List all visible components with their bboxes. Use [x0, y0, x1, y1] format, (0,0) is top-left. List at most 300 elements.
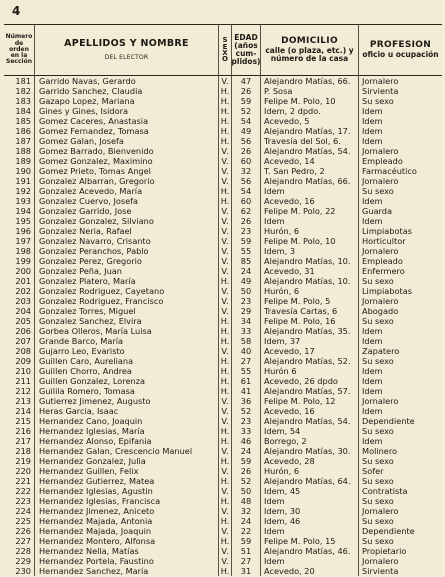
row-number: 203: [15, 296, 31, 306]
elector-address: Felipe M. Polo, 10: [260, 96, 358, 106]
elector-address: Alejandro Matías, 57.: [260, 386, 358, 396]
elector-profession: Idem: [358, 136, 442, 146]
elector-age: 50: [231, 486, 260, 496]
elector-profession: Su sexo: [358, 316, 442, 326]
elector-name: Gonzalez Albarran, Gregorio: [34, 176, 218, 186]
elector-name: Gujarro Leo, Evaristo: [34, 346, 218, 356]
row-number: 209: [15, 356, 31, 366]
elector-name: Hernandez Cano, Joaquin: [34, 416, 218, 426]
elector-address: Idem, 37: [260, 336, 358, 346]
row-number: 205: [15, 316, 31, 326]
elector-sex: H.: [218, 136, 231, 146]
elector-address: Acevedo, 28: [260, 456, 358, 466]
elector-sex: H.: [218, 326, 231, 336]
row-number: 187: [15, 136, 31, 146]
row-number: 219: [15, 456, 31, 466]
elector-age: 85: [231, 256, 260, 266]
row-number: 208: [15, 346, 31, 356]
row-number: 224: [15, 506, 31, 516]
elector-sex: H.: [218, 516, 231, 526]
elector-address: Borrego, 2: [260, 436, 358, 446]
elector-profession: Su sexo: [358, 476, 442, 486]
row-number: 218: [15, 446, 31, 456]
electoral-roll-table: [4, 24, 442, 576]
elector-sex: V.: [218, 206, 231, 216]
elector-age: 27: [231, 356, 260, 366]
elector-sex: V.: [218, 406, 231, 416]
elector-age: 36: [231, 396, 260, 406]
elector-address: Acevedo, 5: [260, 116, 358, 126]
header-edad-line: plidos): [231, 56, 261, 66]
elector-sex: H.: [218, 196, 231, 206]
elector-name: Hernandez Sanchez, María: [34, 566, 218, 576]
elector-sex: H.: [218, 96, 231, 106]
row-number: 228: [15, 546, 31, 556]
elector-age: 52: [231, 476, 260, 486]
elector-name: Gonzalez Rodriguez, Francisco: [34, 296, 218, 306]
elector-name: Hernandez Guillen, Felix: [34, 466, 218, 476]
elector-name: Gonzalez Acevedo, María: [34, 186, 218, 196]
header-name-sub: DEL ELECTOR: [104, 53, 149, 61]
elector-age: 33: [231, 326, 260, 336]
elector-sex: V.: [218, 156, 231, 166]
elector-profession: Sirvienta: [358, 566, 442, 576]
elector-age: 26: [231, 216, 260, 226]
elector-age: 51: [231, 546, 260, 556]
elector-age: 49: [231, 126, 260, 136]
header-sexo: [218, 24, 231, 76]
elector-profession: Propietario: [358, 546, 442, 556]
elector-address: Alejandro Matías, 66.: [260, 76, 358, 86]
elector-address: Alejandro Matías, 10.: [260, 276, 358, 286]
elector-profession: Sofer: [358, 466, 442, 476]
elector-age: 49: [231, 276, 260, 286]
page-number: 4: [12, 4, 21, 18]
elector-profession: Idem: [358, 376, 442, 386]
elector-name: Hernandez Montero, Alfonsa: [34, 536, 218, 546]
elector-address: Acevedo, 31: [260, 266, 358, 276]
elector-sex: V.: [218, 526, 231, 536]
elector-name: Guillen Gonzalez, Lorenza: [34, 376, 218, 386]
row-number: 182: [15, 86, 31, 96]
header-domicilio-title: DOMICILIO: [281, 36, 338, 47]
elector-sex: H.: [218, 356, 231, 366]
elector-sex: H.: [218, 116, 231, 126]
elector-profession: Su sexo: [358, 516, 442, 526]
elector-profession: Idem: [358, 126, 442, 136]
row-number: 188: [15, 146, 31, 156]
elector-address: P. Sosa: [260, 86, 358, 96]
elector-profession: Su sexo: [358, 96, 442, 106]
elector-age: 60: [231, 156, 260, 166]
elector-profession: Jornalero: [358, 556, 442, 566]
elector-sex: H.: [218, 186, 231, 196]
elector-profession: Idem: [358, 116, 442, 126]
elector-age: 32: [231, 506, 260, 516]
elector-address: Idem, 2 dpdo.: [260, 106, 358, 116]
elector-sex: H.: [218, 436, 231, 446]
elector-sex: V.: [218, 396, 231, 406]
row-number: 210: [15, 366, 31, 376]
header-name: [34, 24, 218, 76]
elector-profession: Jornalero: [358, 246, 442, 256]
row-number: 217: [15, 436, 31, 446]
elector-age: 27: [231, 556, 260, 566]
row-number: 202: [15, 286, 31, 296]
header-domicilio-sub: número de la casa: [270, 53, 349, 63]
elector-profession: Jornalero: [358, 146, 442, 156]
elector-age: 56: [231, 136, 260, 146]
elector-profession: Dependiente: [358, 416, 442, 426]
elector-age: 31: [231, 566, 260, 576]
elector-name: Hernandez Iglesias, Agustin: [34, 486, 218, 496]
elector-name: Gines y Gines, Isidora: [34, 106, 218, 116]
row-number: 197: [15, 236, 31, 246]
elector-profession: Horticultor: [358, 236, 442, 246]
elector-age: 56: [231, 176, 260, 186]
header-edad-line: (años: [234, 41, 258, 51]
elector-address: Idem, 45: [260, 486, 358, 496]
row-number: 215: [15, 416, 31, 426]
elector-sex: H.: [218, 276, 231, 286]
elector-address: Felipe M. Polo, 16: [260, 316, 358, 326]
row-number: 183: [15, 96, 31, 106]
elector-profession: Su sexo: [358, 356, 442, 366]
elector-name: Gomez Barrado, Bienvenido: [34, 146, 218, 156]
row-number: 190: [15, 166, 31, 176]
header-sexo-letter: E: [222, 42, 228, 51]
elector-name: Hernandez Galan, Crescencio Manuel: [34, 446, 218, 456]
row-number: 199: [15, 256, 31, 266]
elector-age: 47: [231, 76, 260, 86]
elector-name: Guillen Chorro, Andrea: [34, 366, 218, 376]
elector-address: Felipe M. Polo, 5: [260, 296, 358, 306]
row-number: 222: [15, 486, 31, 496]
elector-profession: Jornalero: [358, 76, 442, 86]
elector-address: T. San Pedro, 2: [260, 166, 358, 176]
row-number: 200: [15, 266, 31, 276]
row-number: 220: [15, 466, 31, 476]
elector-sex: V.: [218, 286, 231, 296]
elector-address: Idem, 54: [260, 426, 358, 436]
elector-sex: V.: [218, 236, 231, 246]
row-number: 212: [15, 386, 31, 396]
elector-profession: Su sexo: [358, 426, 442, 436]
elector-address: Acevedo, 17: [260, 346, 358, 356]
elector-profession: Limpiabotas: [358, 286, 442, 296]
elector-name: Gonzalez Garrido, Jose: [34, 206, 218, 216]
elector-address: Alejandro Matías, 46.: [260, 546, 358, 556]
elector-address: Hurón 6: [260, 366, 358, 376]
header-sexo-letter: X: [222, 49, 228, 57]
elector-sex: H.: [218, 476, 231, 486]
elector-profession: Dependiente: [358, 526, 442, 536]
elector-profession: Su sexo: [358, 276, 442, 286]
elector-profession: Empleado: [358, 256, 442, 266]
elector-address: Hurón, 6: [260, 226, 358, 236]
header-profesion-title: PROFESION: [369, 40, 432, 51]
elector-name: Gonzalez Cuervo, Josefa: [34, 196, 218, 206]
elector-sex: H.: [218, 86, 231, 96]
elector-address: Acevedo, 26 dpdo: [260, 376, 358, 386]
elector-name: Gonzalez Peña, Juan: [34, 266, 218, 276]
elector-profession: Idem: [358, 196, 442, 206]
elector-name: Hernandez Gutierrez, Matea: [34, 476, 218, 486]
elector-age: 55: [231, 366, 260, 376]
elector-profession: Zapatero: [358, 346, 442, 356]
elector-address: Alejandro Matías, 35.: [260, 326, 358, 336]
header-numero-line: Número: [5, 33, 33, 41]
elector-name: Guillen Caro, Aureliana: [34, 356, 218, 366]
elector-name: Gutierrez Jimenez, Augusto: [34, 396, 218, 406]
elector-sex: V.: [218, 416, 231, 426]
elector-address: Felipe M. Polo, 22: [260, 206, 358, 216]
elector-age: 23: [231, 416, 260, 426]
elector-name: Hernandez Majada, Antonia: [34, 516, 218, 526]
elector-age: 55: [231, 246, 260, 256]
elector-age: 26: [231, 86, 260, 96]
row-number: 196: [15, 226, 31, 236]
elector-name: Gomez Galan, Josefa: [34, 136, 218, 146]
elector-name: Hernandez Jimenez, Aniceto: [34, 506, 218, 516]
elector-profession: Idem: [358, 336, 442, 346]
header-edad-line: cum-: [235, 49, 257, 58]
elector-age: 52: [231, 406, 260, 416]
header-sexo-letter: O: [222, 55, 228, 64]
elector-age: 54: [231, 116, 260, 126]
elector-address: Acevedo, 14: [260, 156, 358, 166]
elector-sex: V.: [218, 306, 231, 316]
elector-sex: V.: [218, 216, 231, 226]
row-number: 184: [15, 106, 31, 116]
elector-age: 40: [231, 346, 260, 356]
elector-name: Gomez Fernandez, Tomasa: [34, 126, 218, 136]
elector-address: Alejandro Matías, 30.: [260, 446, 358, 456]
elector-profession: Jornalero: [358, 176, 442, 186]
elector-name: Gonzalez Platero, María: [34, 276, 218, 286]
row-number: 192: [15, 186, 31, 196]
elector-age: 46: [231, 436, 260, 446]
elector-name: Gonzalez Navarro, Crisanto: [34, 236, 218, 246]
row-number: 226: [15, 526, 31, 536]
elector-address: Felipe M. Polo, 15: [260, 536, 358, 546]
elector-profession: Idem: [358, 386, 442, 396]
elector-name: Gonzalez Perez, Gregorio: [34, 256, 218, 266]
row-number: 206: [15, 326, 31, 336]
row-number: 211: [15, 376, 31, 386]
elector-sex: H.: [218, 536, 231, 546]
row-number: 230: [15, 566, 31, 576]
elector-name: Hernandez Iglesias, María: [34, 426, 218, 436]
elector-sex: V.: [218, 546, 231, 556]
elector-profession: Farmacéutico: [358, 166, 442, 176]
elector-name: Gazapo Lopez, Mariana: [34, 96, 218, 106]
elector-name: Garrido Navas, Gerardo: [34, 76, 218, 86]
elector-profession: Su sexo: [358, 536, 442, 546]
elector-age: 24: [231, 266, 260, 276]
header-domicilio-sub: calle (o plaza, etc.) y: [265, 45, 354, 55]
header-numero-line: de: [14, 39, 24, 47]
elector-name: Hernandez Majada, Joaquin: [34, 526, 218, 536]
elector-profession: Molinero: [358, 446, 442, 456]
elector-sex: V.: [218, 256, 231, 266]
row-number: 193: [15, 196, 31, 206]
elector-profession: Sirvienta: [358, 86, 442, 96]
header-numero-line: en la: [10, 52, 28, 60]
elector-profession: Contratista: [358, 486, 442, 496]
elector-profession: Jornalero: [358, 296, 442, 306]
elector-profession: Abogado: [358, 306, 442, 316]
elector-sex: V.: [218, 146, 231, 156]
row-number: 185: [15, 116, 31, 126]
elector-sex: H.: [218, 336, 231, 346]
row-number: 186: [15, 126, 31, 136]
elector-sex: H.: [218, 566, 231, 576]
elector-age: 54: [231, 186, 260, 196]
elector-profession: Idem: [358, 436, 442, 446]
row-number: 198: [15, 246, 31, 256]
row-number: 204: [15, 306, 31, 316]
row-number: 207: [15, 336, 31, 346]
row-number: 181: [15, 76, 31, 86]
elector-age: 59: [231, 236, 260, 246]
elector-profession: Enfermero: [358, 266, 442, 276]
elector-age: 59: [231, 456, 260, 466]
elector-name: Guilila Romero, Tomasa: [34, 386, 218, 396]
elector-age: 29: [231, 306, 260, 316]
elector-age: 23: [231, 296, 260, 306]
elector-name: Gomez Prieto, Tomas Angel: [34, 166, 218, 176]
elector-profession: Su sexo: [358, 456, 442, 466]
elector-sex: V.: [218, 466, 231, 476]
elector-sex: H.: [218, 316, 231, 326]
elector-address: Idem, 3: [260, 246, 358, 256]
elector-name: Hernandez Alonso, Epifania: [34, 436, 218, 446]
elector-name: Gomez Caceres, Anastasia: [34, 116, 218, 126]
elector-sex: H.: [218, 496, 231, 506]
elector-address: Idem: [260, 556, 358, 566]
elector-address: Felipe M. Polo, 10: [260, 236, 358, 246]
elector-sex: V.: [218, 296, 231, 306]
elector-name: Garrido Sanchez, Claudia: [34, 86, 218, 96]
elector-address: Travesía Cartas, 6: [260, 306, 358, 316]
elector-age: 26: [231, 466, 260, 476]
elector-name: Hernandez Gonzalez, Julia: [34, 456, 218, 466]
elector-profession: Su sexo: [358, 496, 442, 506]
elector-address: Idem: [260, 186, 358, 196]
elector-name: Gonzalez Torres, Miguel: [34, 306, 218, 316]
elector-name: Grande Barco, María: [34, 336, 218, 346]
elector-address: Alejandro Matías, 64.: [260, 476, 358, 486]
elector-name: Gonzalez Peranchos, Pablo: [34, 246, 218, 256]
elector-sex: H.: [218, 126, 231, 136]
elector-name: Gonzalez Neria, Rafael: [34, 226, 218, 236]
elector-age: 33: [231, 426, 260, 436]
elector-address: Acevedo, 20: [260, 566, 358, 576]
elector-profession: Limpiabotas: [358, 226, 442, 236]
elector-sex: V.: [218, 486, 231, 496]
elector-profession: Jornalero: [358, 506, 442, 516]
elector-sex: V.: [218, 266, 231, 276]
elector-profession: Idem: [358, 106, 442, 116]
elector-profession: Idem: [358, 406, 442, 416]
row-number: 227: [15, 536, 31, 546]
elector-profession: Idem: [358, 366, 442, 376]
elector-sex: H.: [218, 376, 231, 386]
elector-address: Alejandro Matías, 54.: [260, 146, 358, 156]
elector-age: 34: [231, 316, 260, 326]
elector-address: Alejandro Matías, 66.: [260, 176, 358, 186]
row-number: 214: [15, 406, 31, 416]
row-number: 221: [15, 476, 31, 486]
elector-age: 52: [231, 106, 260, 116]
header-profesion-sub: oficio u ocupación: [362, 49, 439, 59]
row-number: 225: [15, 516, 31, 526]
row-number: 194: [15, 206, 31, 216]
elector-profession: Empleado: [358, 156, 442, 166]
elector-address: Felipe M. Polo, 12: [260, 396, 358, 406]
elector-address: Acevedo, 16: [260, 196, 358, 206]
header-numero-line: Sección: [6, 58, 32, 66]
elector-age: 59: [231, 96, 260, 106]
elector-age: 24: [231, 516, 260, 526]
elector-age: 41: [231, 386, 260, 396]
elector-profession: Su sexo: [358, 186, 442, 196]
elector-sex: V.: [218, 246, 231, 256]
elector-address: Idem: [260, 216, 358, 226]
elector-name: Gonzalez Gonzalez, Silviano: [34, 216, 218, 226]
elector-age: 23: [231, 226, 260, 236]
header-numero-line: orden: [9, 45, 29, 53]
header-name-title: APELLIDOS Y NOMBRE: [64, 37, 189, 49]
row-number: 229: [15, 556, 31, 566]
elector-name: Heras Garcia, Isaac: [34, 406, 218, 416]
elector-sex: V.: [218, 76, 231, 86]
elector-address: Travesía del Sol, 6.: [260, 136, 358, 146]
elector-age: 50: [231, 286, 260, 296]
row-number: 223: [15, 496, 31, 506]
elector-sex: H.: [218, 106, 231, 116]
elector-sex: V.: [218, 346, 231, 356]
header-sexo-letter: S: [222, 36, 228, 45]
elector-profession: Idem: [358, 326, 442, 336]
elector-sex: H.: [218, 456, 231, 466]
elector-age: 59: [231, 536, 260, 546]
elector-address: Idem, 46: [260, 516, 358, 526]
elector-address: Alejandro Matías, 54.: [260, 416, 358, 426]
elector-address: Alejandro Matías, 52.: [260, 356, 358, 366]
elector-age: 62: [231, 206, 260, 216]
elector-address: Hurón, 6: [260, 466, 358, 476]
elector-profession: Idem: [358, 216, 442, 226]
elector-address: Hurón, 6: [260, 286, 358, 296]
elector-name: Gorbea Olleros, María Luisa: [34, 326, 218, 336]
elector-name: Hernandez Iglesias, Francisca: [34, 496, 218, 506]
header-numero: [4, 24, 34, 76]
elector-sex: V.: [218, 166, 231, 176]
elector-sex: V.: [218, 226, 231, 236]
row-number: 191: [15, 176, 31, 186]
elector-profession: Guarda: [358, 206, 442, 216]
elector-age: 32: [231, 166, 260, 176]
elector-address: Idem: [260, 526, 358, 536]
elector-address: Alejandro Matías, 17.: [260, 126, 358, 136]
row-number: 201: [15, 276, 31, 286]
header-edad-line: EDAD: [234, 33, 258, 43]
elector-sex: V.: [218, 506, 231, 516]
elector-age: 22: [231, 526, 260, 536]
header-domicilio: [260, 24, 358, 76]
